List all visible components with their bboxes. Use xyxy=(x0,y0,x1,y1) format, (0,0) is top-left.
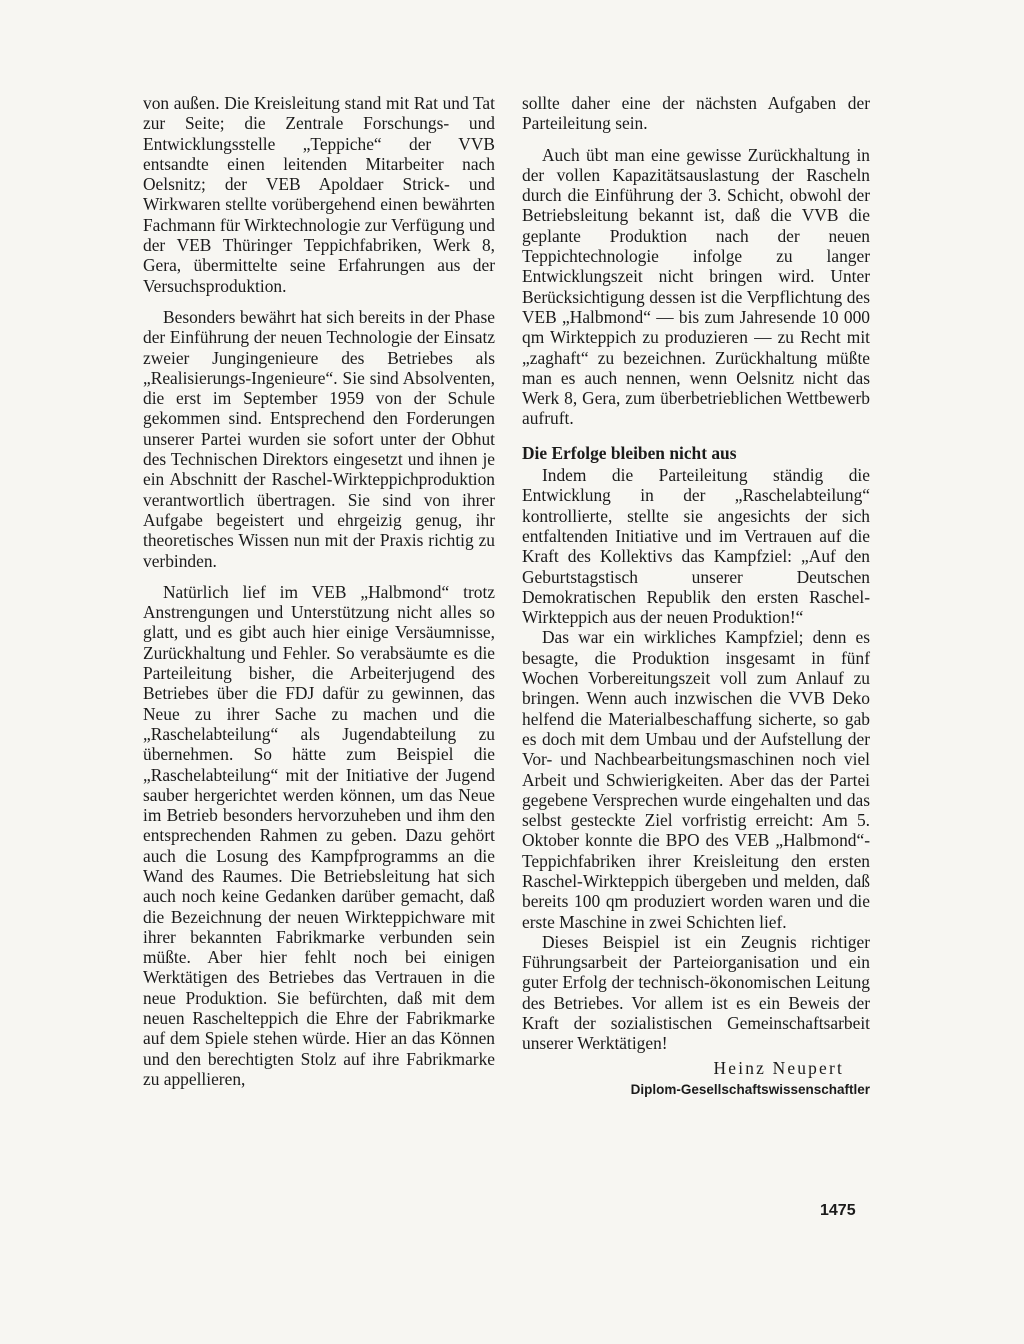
author-name: Heinz Neupert xyxy=(713,1057,844,1078)
paragraph: Dieses Beispiel ist ein Zeugnis richtiger Führungsarbeit der Parteiorganisation und ein guter Erfolg der technisch-ökonomischen Leitung des Betriebes. Vor allem ist es ein Beweis der Kraft der sozialistischen Gemeinschaftsarbeit unserer Werktätigen! xyxy=(522,931,870,1054)
paragraph: sollte daher eine der nächsten Aufgaben der Parteileitung sein. xyxy=(522,93,870,134)
section-heading: Die Erfolge bleiben nicht aus xyxy=(522,442,737,463)
paragraph: Indem die Parteileitung ständig die Entwicklung in der „Raschelabteilung“ kontrollierte, stellte sie angesichts der sich entfaltenden Initiative und im Vertrauen auf die Kraft des Kollektivs das Kampfziel: „Auf den Geburtstagstisch unserer Deutschen Demokratischen Republik den ersten Raschel-Wirkteppich aus der neuen Produktion!“ xyxy=(522,465,870,628)
paragraph: Auch übt man eine gewisse Zurückhaltung in der vollen Kapazitätsauslastung der Rascheln durch die Einführung der 3. Schicht, obwohl der Betriebsleitung bekannt ist, daß die VVB die geplante Produktion nach der neuen Teppichtechnologie infolge zu langer Entwicklungszeit nicht bringen wird. Unter Berücksichtigung dessen ist die Verpflichtung des VEB „Halbmond“ — bis zum Jahresende 10 000 qm Wirkteppich zu produzieren — zu Recht mit „zaghaft“ zu bezeichnen. Zurückhaltung müßte man es auch nennen, wenn Oelsnitz nicht das Werk 8, Gera, zum überbetrieblichen Wettbewerb aufruft. xyxy=(522,144,870,429)
paragraph: von außen. Die Kreisleitung stand mit Rat und Tat zur Seite; die Zentrale Forschungs- und Entwicklungsstelle „Teppiche“ der VVB entsandte einen leitenden Mitarbeiter nach Oelsnitz; der VEB Apoldaer Strick- und Wirkwaren stellte vorübergehend einen bewährten Fachmann für Wirktechnologie zur Verfügung und der VEB Thüringer Teppichfabriken, Werk 8, Gera, übermittelte seine Erfahrungen aus der Versuchsproduktion. xyxy=(143,93,495,296)
paragraph: Das war ein wirkliches Kampfziel; denn es besagte, die Produktion insgesamt in fünf Wochen Vorbereitungszeit voll zum Anlauf zu bringen. Wenn auch inzwischen die VVB Deko helfend die Materialbeschaffung sicherte, so gab es doch mit dem Umbau und der Aufstellung der Vor- und Nachbearbeitungsmaschinen noch viel Arbeit und Schwierigkeiten. Aber das der Partei gegebene Versprechen wurde eingehalten und das selbst gesteckte Ziel vorfristig erreicht: Am 5. Oktober konnte die BPO des VEB „Halbmond“-Teppichfabriken ihrer Kreisleitung den ersten Raschel-Wirkteppich übergeben und melden, daß bereits 100 qm produziert worden waren und die erste Maschine in zwei Schichten lief. xyxy=(522,627,870,932)
left-column xyxy=(143,93,495,1100)
author-title: Diplom-Gesellschaftswissenschaftler xyxy=(630,1081,870,1097)
paragraph: Natürlich lief im VEB „Halbmond“ trotz Anstrengungen und Unterstützung nicht alles so glatt, und es gibt auch hier einige Versäumnisse, Zurückhaltung und Fehler. So verabsäumte es die Parteileitung bisher, die Arbeiterjugend des Betriebes über die FDJ dafür zu gewinnen, das Neue zu ihrer Sache zu machen und die „Raschelabteilung“ als Jugendabteilung zu übernehmen. So hätte zum Beispiel die „Raschelabteilung“ mit der Initiative der Jugend sauber hergerichtet werden können, um das Neue im Betrieb besonders hervorzuheben und ihm den entsprechenden Rahmen zu geben. Dazu gehört auch die Losung des Kampfprogramms an die Wand des Raumes. Die Betriebsleitung hat sich auch noch keine Gedanken darüber gemacht, daß die Bezeichnung der neuen Wirkteppichware mit ihrer bekannten Fabrikmarke verbunden sein müßte. Aber hier fehlt noch bei einigen Werktätigen des Betriebes das Vertrauen in die neue Produktion. Sie befürchten, daß mit dem neuen Raschelteppich die Ehre der Fabrikmarke auf dem Spiele stehen würde. Hier an das Können und den berechtigten Stolz auf ihre Fabrikmarke zu appellieren, xyxy=(143,581,495,1089)
page-number: 1475 xyxy=(820,1202,856,1219)
right-column xyxy=(522,93,870,1100)
paragraph: Besonders bewährt hat sich bereits in der Phase der Einführung der neuen Technologie der Einsatz zweier Jungingenieure des Betriebes als „Realisierungs-Ingenieure“. Sie sind Absolventen, die erst im September 1959 von der Schule gekommen sind. Entsprechend den Forderungen unserer Partei wurden sie sofort unter der Obhut des Technischen Direktors eingesetzt und ihnen je ein Abschnitt der Raschel-Wirkteppichproduktion verantwortlich übertragen. Sie sind von ihrer Aufgabe begeistert und ehrgeizig genug, ihr theoretisches Wissen nun mit der Praxis richtig zu verbinden. xyxy=(143,306,495,571)
